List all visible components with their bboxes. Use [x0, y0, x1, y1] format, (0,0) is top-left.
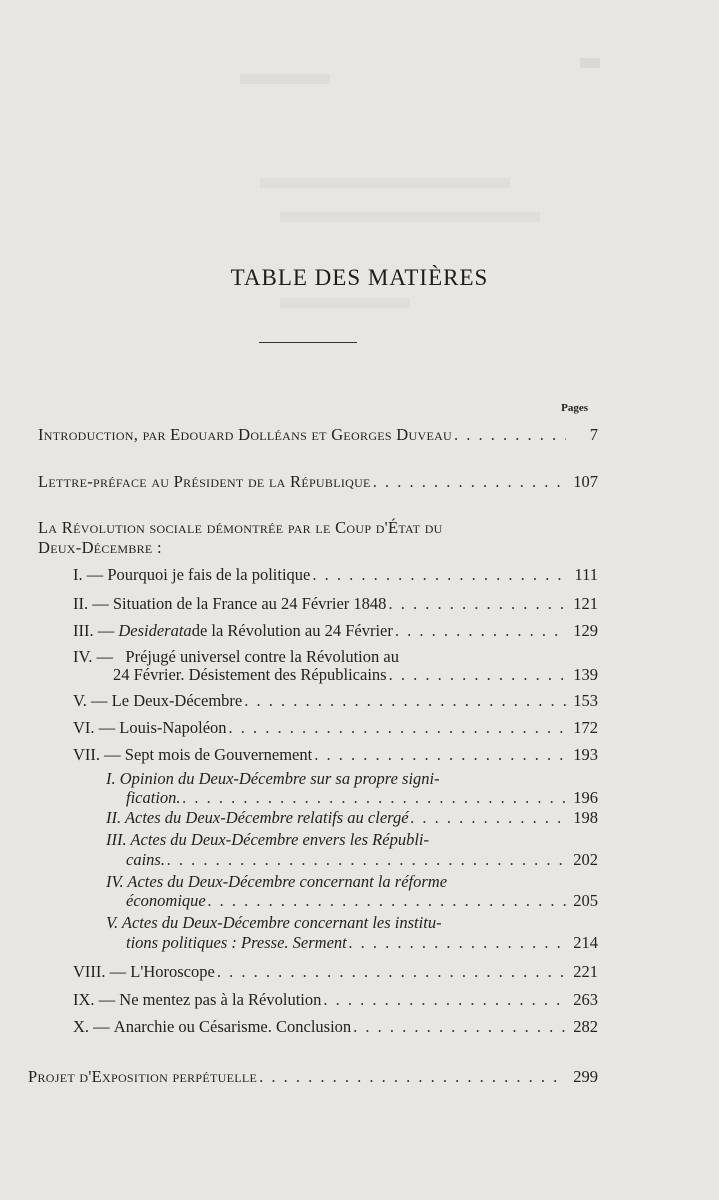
toc-entry-label: Introduction, par Edouard Dolléans et Georges Duveau — [38, 425, 453, 444]
bleed-through-mark — [240, 74, 330, 84]
leader-dots — [454, 425, 566, 445]
toc-entry-label: Projet d'Exposition perpétuelle — [28, 1067, 258, 1086]
toc-entry-page: 7 — [589, 425, 598, 444]
toc-entry-page: 111 — [574, 565, 598, 584]
chapter-number: II. — — [73, 594, 109, 613]
leader-dots — [349, 933, 566, 953]
leader-dots — [373, 472, 566, 492]
toc-subsection-line1: III. Actes du Deux-Décembre envers les Républi- — [106, 830, 429, 849]
toc-chapter — [73, 745, 598, 765]
toc-chapter — [73, 990, 598, 1010]
toc-entry-label: L'Horoscope — [130, 962, 215, 981]
chapter-number: VIII. — — [73, 962, 127, 981]
leader-dots — [229, 718, 566, 738]
leader-dots — [167, 850, 566, 870]
toc-subsection-line1: IV. Actes du Deux-Décembre concernant la réforme — [106, 872, 448, 891]
toc-entry-page: 129 — [573, 621, 598, 640]
chapter-number: X. — — [73, 1017, 110, 1036]
toc-chapter — [73, 962, 598, 982]
toc-entry-label: cains. — [126, 850, 165, 869]
section-title-line1: La Révolution sociale démontrée par le Coup d'État du — [38, 518, 443, 537]
toc-entry-label: Lettre-préface au Président de la République — [38, 472, 371, 491]
leader-dots — [183, 788, 566, 808]
toc-entry-projet — [28, 1067, 598, 1087]
pages-column-header: Pages — [561, 402, 588, 414]
leader-dots — [411, 808, 566, 828]
toc-entry-page: 282 — [573, 1017, 598, 1036]
toc-entry-page: 139 — [573, 665, 598, 684]
chapter-number: I. — — [73, 565, 104, 584]
chapter-number: IX. — — [73, 990, 116, 1009]
leader-dots — [244, 691, 566, 711]
toc-entry-label: tions politiques : Presse. Serment — [126, 933, 347, 952]
chapter-number: III. — — [73, 621, 115, 640]
toc-entry-label: de la Révolution au 24 Février — [191, 621, 393, 640]
toc-entry-introduction — [38, 425, 598, 445]
toc-chapter — [73, 718, 598, 738]
toc-subsection — [106, 808, 598, 828]
toc-subsection-line2 — [126, 933, 598, 953]
chapter-number: VII. — — [73, 745, 121, 764]
toc-entry-page: 205 — [573, 891, 598, 910]
toc-entry-label: Préjugé universel contre la Révolution au — [125, 647, 399, 666]
toc-entry-label: Ne mentez pas à la Révolution — [119, 990, 322, 1009]
toc-entry-page: 202 — [573, 850, 598, 869]
toc-chapter — [73, 691, 598, 711]
bleed-through-mark — [280, 298, 410, 308]
leader-dots — [323, 990, 566, 1010]
toc-subsection-line2 — [126, 891, 598, 911]
leader-dots — [208, 891, 566, 911]
toc-chapter — [73, 565, 598, 585]
toc-entry-label: Le Deux-Décembre — [111, 691, 243, 710]
chapter-number: V. — — [73, 691, 108, 710]
toc-entry-page: 121 — [573, 594, 598, 613]
toc-entry-label: Louis-Napoléon — [119, 718, 227, 737]
leader-dots — [217, 962, 566, 982]
toc-entry-label: Pourquoi je fais de la politique — [107, 565, 311, 584]
toc-entry-label: Anarchie ou Césarisme. Conclusion — [113, 1017, 352, 1036]
toc-entry-label-italic: Desiderata — [118, 621, 192, 640]
toc-entry-lettre-preface — [38, 472, 598, 492]
leader-dots — [389, 665, 566, 685]
leader-dots — [388, 594, 566, 614]
toc-subsection-line1: I. Opinion du Deux-Décembre sur sa propre signi- — [106, 769, 440, 788]
toc-entry-page: 299 — [573, 1067, 598, 1086]
leader-dots — [395, 621, 566, 641]
chapter-number: VI. — — [73, 718, 116, 737]
toc-entry-label: II. Actes du Deux-Décembre relatifs au clergé — [106, 808, 409, 827]
toc-entry-label: Sept mois de Gouvernement — [124, 745, 313, 764]
toc-chapter — [73, 1017, 598, 1037]
toc-chapter-line1 — [73, 647, 593, 667]
toc-entry-page: 153 — [573, 691, 598, 710]
title-rule — [259, 342, 357, 343]
bleed-through-mark — [580, 58, 600, 68]
toc-entry-page: 172 — [573, 718, 598, 737]
toc-entry-page: 193 — [573, 745, 598, 764]
toc-chapter — [73, 594, 598, 614]
leader-dots — [259, 1067, 566, 1087]
toc-entry-page: 198 — [573, 808, 598, 827]
toc-subsection-line1: V. Actes du Deux-Décembre concernant les institu- — [106, 913, 442, 932]
toc-entry-page: 107 — [573, 472, 598, 491]
toc-entry-label: économique — [126, 891, 206, 910]
toc-entry-page: 221 — [573, 962, 598, 981]
bleed-through-mark — [280, 212, 540, 222]
toc-entry-page: 263 — [573, 990, 598, 1009]
toc-entry-label: 24 Février. Désistement des Républicains — [113, 665, 387, 684]
toc-chapter-line2 — [113, 665, 598, 685]
toc-subsection-line2 — [126, 788, 598, 808]
toc-subsection-line2 — [126, 850, 598, 870]
toc-chapter — [73, 621, 598, 641]
leader-dots — [314, 745, 566, 765]
bleed-through-mark — [260, 178, 510, 188]
toc-entry-page: 214 — [573, 933, 598, 952]
chapter-number: IV. — — [73, 647, 114, 666]
leader-dots — [312, 565, 566, 585]
toc-entry-label: fication. — [126, 788, 181, 807]
page-title: TABLE DES MATIÈRES — [230, 265, 489, 290]
leader-dots — [353, 1017, 566, 1037]
toc-entry-label: Situation de la France au 24 Février 1848 — [112, 594, 387, 613]
toc-entry-page: 196 — [573, 788, 598, 807]
section-title-line2: Deux-Décembre : — [38, 538, 162, 557]
